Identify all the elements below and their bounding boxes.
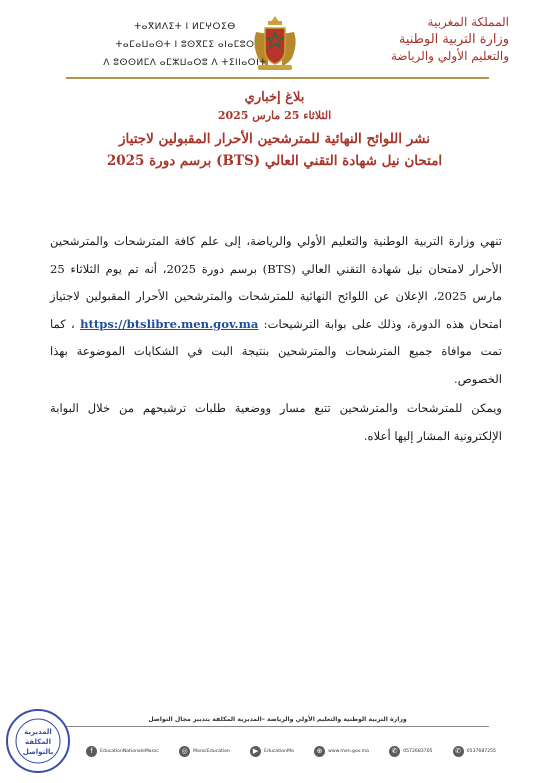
phone-link-1[interactable] [389,746,432,757]
youtube-link[interactable] [250,746,294,757]
portal-link[interactable]: https://btslibre.men.gov.ma [80,316,259,331]
kingdom-name: المملكة المغربية [427,15,509,29]
tifinagh-line-3: ⴷ ⵓⵙⵙⵍⵎⴷ ⴰⵎⵣⵡⴰⵔⵓ ⴷ ⵜⵉⵏⵏⴰⵔⵏⵜ [103,58,267,68]
official-stamp-icon [4,707,72,775]
tifinagh-line-2: ⵜⴰⵎⴰⵡⴰⵙⵜ ⵏ ⵓⵙⴳⵎⵉ ⴰⵏⴰⵎⵓⵔ [115,40,255,50]
instagram-icon: ◎ [179,746,190,757]
phone-icon: ✆ [389,746,400,757]
ministry-name-tifinagh [100,18,270,72]
bulletin-body [50,228,502,450]
header-divider [66,77,489,79]
stamp-line-3: بالتواصل [22,748,54,756]
phone-icon: ✆ [453,746,464,757]
instagram-link[interactable] [179,746,230,757]
ministry-name-arabic [359,14,509,65]
phone-link-2[interactable] [453,746,496,757]
youtube-icon: ▶ [250,746,261,757]
bulletin-title-line-2: امتحان نيل شهادة التقني العالي (BTS) برسم دورة 2025 [106,153,443,169]
bulletin-type: بلاغ إخباري [244,90,305,105]
footer-contacts [86,744,496,758]
body-paragraph-1 [50,228,502,393]
facebook-link[interactable] [86,746,159,757]
paragraph-1-text: تنهي وزارة التربية الوطنية والتعليم الأولي والرياضة، إلى علم كافة المترشحات والمترشحين الأحرار لامتحان نيل شهادة التقني العالي (BTS) برسم دورة 2025، أنه تم يوم الثلاثاء 25 مارس 2025، الإعلان عن اللوائح النهائية للمترشحات والمترشحين الأحرار المقبولين لاجتياز امتحان هذه الدورة، وذلك على بوابة الترشيحات: [50,234,503,331]
youtube-label: EducationMa [264,748,294,754]
facebook-label: EducationNationaleMaroc [100,748,159,754]
website-label: www.men.gov.ma [328,748,369,754]
phone-number-2: 0537687255 [466,748,496,754]
instagram-label: MarocEducation [193,748,230,754]
stamp-line-2: المكلفة [25,738,51,746]
paragraph-1-text-end: ، كما تمت موافاة جميع المترشحات والمترشحين بنتيجة البت في الشكايات الموضوعة بهذا الخصوص. [50,316,502,386]
phone-number-1: 0572683705 [403,748,433,754]
facebook-icon: f [86,746,97,757]
body-paragraph-2: ويمكن للمترشحات والمترشحين تتبع مسار ووضعية طلبات ترشيحهم من خلال البوابة الإلكترونية المشار إليها أعلاه. [50,401,502,443]
title-block [40,88,509,172]
footer-divider [66,726,489,727]
bulletin-date: الثلاثاء 25 مارس 2025 [217,109,332,122]
stamp-line-1: المديرية [24,728,52,736]
footer-directorate: وزارة التربية الوطنية والتعليم الأولي والرياضة –المديرية المكلفة بتدبير مجال التواصل [148,716,407,723]
bulletin-title-line-1: نشر اللوائح النهائية للمترشحين الأحرار المقبولين لاجتياز [119,131,430,147]
tifinagh-line-1: ⵜⴰⴳⵍⴷⵉⵜ ⵏ ⵍⵎⵖⵔⵉⴱ [134,22,236,32]
website-link[interactable] [314,746,369,757]
ministry-line-2: والتعليم الأولي والرياضة [390,49,509,63]
globe-icon: ⊕ [314,746,325,757]
ministry-line-1: وزارة التربية الوطنية [398,32,509,47]
